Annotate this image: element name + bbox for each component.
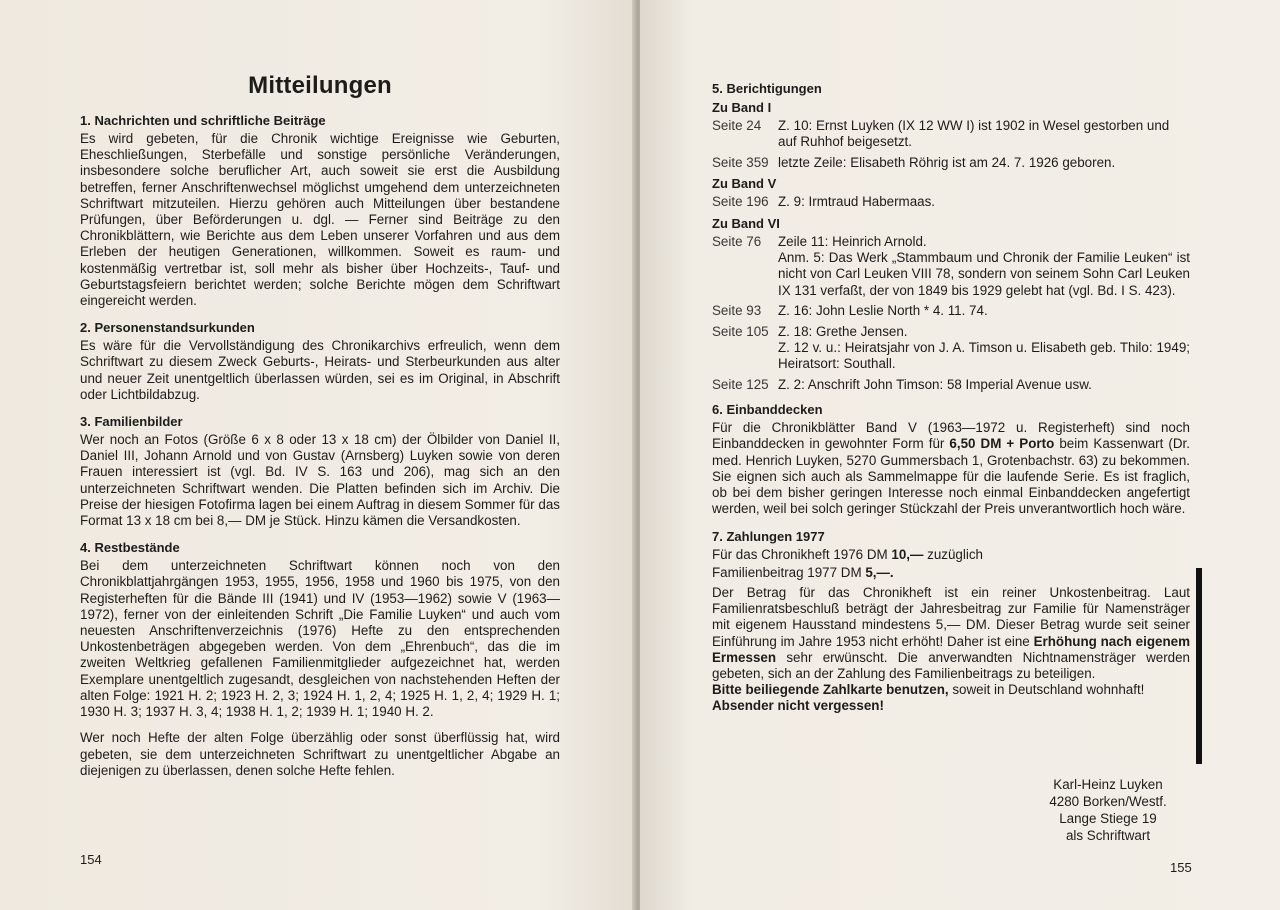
margin-bar — [1196, 568, 1202, 764]
signature-city: 4280 Borken/Westf. — [1049, 794, 1167, 809]
page-ref: Seite 24 — [712, 118, 762, 133]
page-number-right: 155 — [1170, 860, 1192, 875]
amount-text: 5,—. — [865, 564, 894, 580]
signature-street: Lange Stiege 19 — [1059, 811, 1157, 826]
payment-instruction — [712, 682, 1190, 698]
section-heading-5: 5. Berichtigungen — [712, 81, 822, 96]
correction-entry — [712, 377, 1190, 393]
band-heading-6: Zu Band VI — [712, 215, 780, 231]
correction-text: Z. 10: Ernst Luyken (IX 12 WW I) ist 1902 in Wesel gestorben und auf Ruhhof beigesetzt. — [778, 118, 1170, 150]
section-text-7 — [712, 585, 1190, 682]
section-heading-3: 3. Familienbilder — [80, 414, 183, 430]
correction-text: Zeile 11: Heinrich Arnold. — [778, 233, 927, 249]
section-text-2: Es wäre für die Vervollständigung des Chronikarchivs erfreulich, wenn dem Schriftwart zu diesem Zweck Geburts-, Heirats- und Sterbeurkunden aus alter und neuer Zeit unentgeltlich überlassen würden, sei es im Original, in Abschrift oder Lichtbildabzug. — [80, 338, 560, 402]
amount-text: 10,— — [891, 546, 924, 562]
text-fragment: zuzüglich — [927, 546, 983, 562]
payment-line-2 — [712, 565, 1190, 581]
price-text: 6,50 DM + Porto — [949, 436, 1055, 452]
correction-entry — [712, 234, 1190, 250]
correction-text: Z. 18: Grethe Jensen. — [778, 323, 908, 339]
section-text-3: Wer noch an Fotos (Größe 6 x 8 oder 13 x 18 cm) der Ölbilder von Daniel II, Daniel III, Johann Arnold und von Gustav (Arnsberg) Luyken sowie von deren Frauen interessiert ist (vgl. Bd. IV S. 163 und 206), mag sich an den unterzeichneten Schriftwart wenden. Die Platten befinden sich im Archiv. Die Preise der hiesigen Fotofirma lagen bei einem Auftrag in diesem Sommer für das Format 13 x 18 cm bei 8,— DM je Stück. Hinzu kämen die Versandkosten. — [80, 432, 560, 529]
sender-reminder — [712, 698, 1190, 714]
page-number-left: 154 — [80, 852, 102, 867]
correction-text: Z. 2: Anschrift John Timson: 58 Imperial Avenue usw. — [778, 376, 1092, 392]
left-page — [0, 0, 636, 910]
section-text-1: Es wird gebeten, für die Chronik wichtige Ereignisse wie Geburten, Eheschließungen, Sterbefälle und sonstige persönliche Veränderungen, insbesondere solche beruflicher Art, auch soweit sie erst die Ausbildung betreffen, ferner Anschriftenwechsel möglichst umgehend dem unterzeichneten Schriftwart mitzuteilen. Hierzu gehören auch Mitteilungen über bestandene Prüfungen, über Beförderungen u. dgl. — Ferner sind Beiträge zu den Chronikblättern, wie Berichte aus dem Leben unserer Vorfahren und aus dem Erleben der heutigen Generationen, willkommen. Soweit es raum- und kostenmäßig vertretbar ist, soll mehr als bisher über Hochzeits-, Tauf- und Geburtstagsfeiern berichtet werden; solche Berichte mögen dem Schriftwart eingereicht werden. — [80, 131, 560, 309]
left-column — [80, 72, 560, 789]
correction-text: letzte Zeile: Elisabeth Röhrig ist am 24. 7. 1926 geboren. — [778, 154, 1116, 170]
section-text-4b: Wer noch Hefte der alten Folge überzählig oder sonst überflüssig hat, wird gebeten, sie dem unterzeichneten Schriftwart zu unentgeltlicher Abgabe an diejenigen zu überlassen, denen solche Hefte fehlen. — [80, 730, 560, 778]
page-ref: Seite 359 — [712, 154, 769, 170]
page-ref: Seite 105 — [712, 323, 769, 339]
text-fragment: Für die Chronikblätter Band V (1963—1972 u. Registerheft) sind noch Einbanddecken in gewohnter Form für — [712, 420, 1190, 452]
emphasis-text: Bitte beiliegende Zahlkarte benutzen, — [712, 682, 949, 698]
text-fragment: sehr erwünscht. Die anverwandten Nichtnamensträger werden gebeten, sich an der Zahlung des Familienbeitrags zu beteiligen. — [712, 649, 1190, 681]
band-heading-5: Zu Band V — [712, 176, 777, 192]
text-fragment: Der Betrag für das Chronikheft ist ein reiner Unkostenbeitrag. Laut Familienratsbeschluß beträgt der Jahresbeitrag zur Familie für Namensträger mit eigenem Hausstand mindestens 5,— DM. Dieser Betrag wurde seit seiner Einführung im Jahre 1953 nicht erhöht! Daher ist eine — [712, 584, 1190, 649]
signature-role: als Schriftwart — [1065, 828, 1151, 843]
band-heading-1: Zu Band I — [712, 100, 772, 115]
correction-text: Z. 16: John Leslie North * 4. 11. 74. — [778, 303, 988, 319]
correction-note: Z. 12 v. u.: Heiratsjahr von J. A. Timson u. Elisabeth geb. Thilo: 1949; Heiratsort: Southall. — [778, 340, 1190, 372]
section-text-4: Bei dem unterzeichneten Schriftwart können noch von den Chronikblattjahrgängen 1953, 1955, 1956, 1958 und 1960 bis 1975, von den Registerheften für die Bände III (1941) und IV (1953—1962) sowie V (1963—1972), ferner von der einleitenden Schrift „Die Familie Luyken“ und auch vom neuesten Anschriftenverzeichnis (1976) Hefte zu den entsprechenden Unkostenbeträgen abgegeben werden. Von dem „Ehrenbuch“, das die im zweiten Weltkrieg gefallenen Familienmitglieder aufgezeichnet hat, werden Exemplare unentgeltlich zugesandt, desgleichen von nachstehenden Heften der alten Folge: 1921 H. 2; 1923 H. 2, 3; 1924 H. 1, 2, 4; 1925 H. 1, 2, 4; 1929 H. 1; 1930 H. 3; 1937 H. 3, 4; 1938 H. 1, 2; 1939 H. 1; 1940 H. 2. — [80, 558, 560, 720]
section-heading-4: 4. Restbestände — [80, 540, 180, 556]
section-heading-7: 7. Zahlungen 1977 — [712, 528, 825, 544]
emphasis-text: Erhöhung nach eigenem Ermessen — [712, 633, 1190, 665]
correction-entry — [712, 118, 1190, 151]
page-ref: Seite 76 — [712, 233, 762, 249]
section-heading-1: 1. Nachrichten und schriftliche Beiträge — [80, 113, 326, 128]
correction-entry — [712, 194, 1190, 210]
right-column — [712, 80, 1190, 715]
signature-block — [1042, 776, 1174, 844]
section-text-6 — [712, 420, 1190, 517]
section-heading-2: 2. Personenstandsurkunden — [80, 320, 255, 336]
correction-entry — [712, 303, 1190, 319]
text-fragment: beim Kassenwart (Dr. med. Henrich Luyken, 5270 Gummersbach 1, Grotenbachstr. 63) zu bekommen. Sie eignen sich auch als Sammelmappe für die laufende Serie. Es ist fraglich, ob bei dem bisher geringen Interesse noch einmal Einbanddecken angefertigt werden, weil bei solch geringer Stückzahl der Preis unverantwortlich hoch wäre. — [712, 436, 1190, 517]
page-title: Mitteilungen — [248, 72, 392, 99]
section-heading-6: 6. Einbanddecken — [712, 402, 823, 418]
emphasis-text: Absender nicht vergessen! — [712, 698, 884, 714]
payment-line-1 — [712, 547, 1190, 563]
correction-note: Anm. 5: Das Werk „Stammbaum und Chronik der Familie Leuken“ ist nicht von Carl Leuken VIII 78, sondern von seinem Sohn Carl Leuken IX 131 verfaßt, der von 1849 bis 1929 gelebt hat (vgl. Bd. I S. 423). — [778, 250, 1190, 298]
page-ref: Seite 196 — [712, 194, 769, 210]
signature-name: Karl-Heinz Luyken — [1053, 777, 1163, 792]
page-ref: Seite 125 — [712, 376, 769, 392]
text-fragment: Familienbeitrag 1977 DM — [712, 564, 862, 580]
text-fragment: Für das Chronikheft 1976 DM — [712, 546, 888, 562]
correction-entry — [712, 324, 1190, 340]
correction-entry — [712, 155, 1190, 171]
page-ref: Seite 93 — [712, 303, 762, 319]
text-fragment: soweit in Deutschland wohnhaft! — [952, 682, 1145, 698]
right-page — [640, 0, 1280, 910]
correction-text: Z. 9: Irmtraud Habermaas. — [778, 194, 936, 210]
